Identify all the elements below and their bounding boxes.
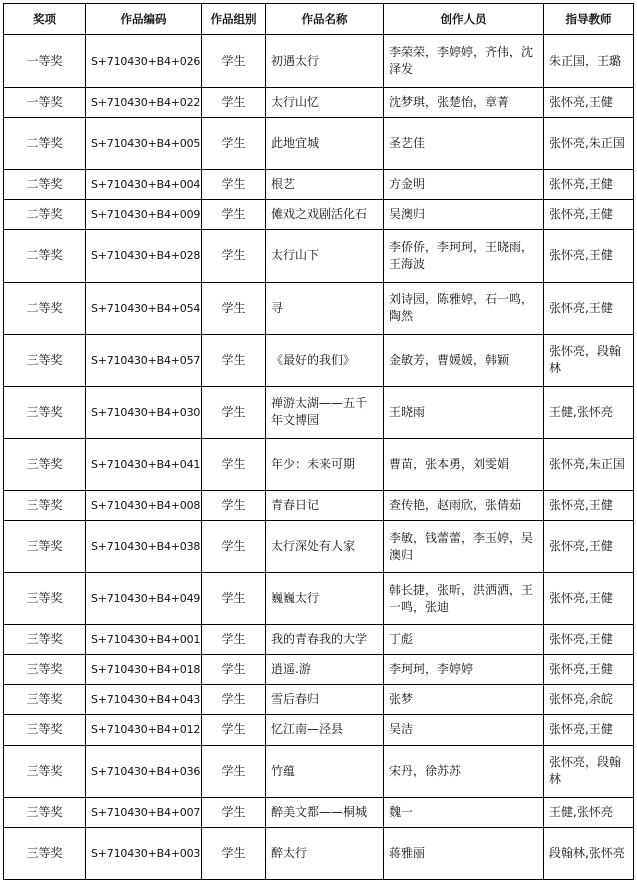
award-cell: 三等奖 [4, 438, 86, 490]
group-cell: 学生 [202, 797, 266, 827]
creators-cell: 韩长捷，张昕，洪洒洒，王一鸣，张迪 [384, 573, 544, 625]
code-cell: S+710430+B4+022 [86, 88, 202, 118]
code-cell: S+710430+B4+007 [86, 797, 202, 827]
advisors-cell: 朱正国，王璐 [544, 35, 634, 88]
title-cell: 逍遥.游 [266, 655, 384, 685]
header-row [4, 4, 634, 35]
code-cell: S+710430+B4+028 [86, 230, 202, 282]
table-row [4, 35, 634, 88]
advisors-cell: 张怀亮,王健 [544, 573, 634, 625]
title-cell: 根艺 [266, 170, 384, 200]
code-cell: S+710430+B4+057 [86, 334, 202, 386]
advisors-cell: 王健,张怀亮 [544, 386, 634, 438]
table-row [4, 655, 634, 685]
header-advisors: 指导教师 [544, 4, 634, 35]
table-row [4, 490, 634, 520]
title-cell: 《最好的我们》 [266, 334, 384, 386]
award-cell: 三等奖 [4, 490, 86, 520]
creators-cell: 蒋雅丽 [384, 827, 544, 879]
code-cell: S+710430+B4+005 [86, 118, 202, 170]
table-row [4, 230, 634, 282]
table-body [4, 35, 634, 880]
award-cell: 三等奖 [4, 521, 86, 573]
advisors-cell: 张怀亮,王健 [544, 200, 634, 230]
title-cell: 竹蕴 [266, 745, 384, 797]
code-cell: S+710430+B4+038 [86, 521, 202, 573]
award-cell: 三等奖 [4, 655, 86, 685]
table-row [4, 745, 634, 797]
award-cell: 三等奖 [4, 745, 86, 797]
title-cell: 巍巍太行 [266, 573, 384, 625]
header-group: 作品组别 [202, 4, 266, 35]
award-cell: 三等奖 [4, 334, 86, 386]
creators-cell: 吴洁 [384, 715, 544, 745]
code-cell: S+710430+B4+054 [86, 282, 202, 334]
creators-cell: 李荣荣，李婷婷，齐伟，沈泽发 [384, 35, 544, 88]
code-cell: S+710430+B4+026 [86, 35, 202, 88]
advisors-cell: 张怀亮,王健 [544, 88, 634, 118]
creators-cell: 宋丹，徐苏苏 [384, 745, 544, 797]
group-cell: 学生 [202, 118, 266, 170]
title-cell: 此地宜城 [266, 118, 384, 170]
code-cell: S+710430+B4+036 [86, 745, 202, 797]
award-cell: 三等奖 [4, 685, 86, 715]
table-row [4, 827, 634, 879]
creators-cell: 李侨侨，李珂珂，王晓雨，王海波 [384, 230, 544, 282]
title-cell: 初遇太行 [266, 35, 384, 88]
awards-table [3, 3, 634, 880]
header-title: 作品名称 [266, 4, 384, 35]
table-row [4, 88, 634, 118]
table-row [4, 685, 634, 715]
creators-cell: 丁彪 [384, 625, 544, 655]
creators-cell: 金敏芳，曹媛媛，韩颖 [384, 334, 544, 386]
group-cell: 学生 [202, 521, 266, 573]
code-cell: S+710430+B4+004 [86, 170, 202, 200]
code-cell: S+710430+B4+001 [86, 625, 202, 655]
title-cell: 年少：未来可期 [266, 438, 384, 490]
title-cell: 雪后春归 [266, 685, 384, 715]
group-cell: 学生 [202, 386, 266, 438]
group-cell: 学生 [202, 685, 266, 715]
advisors-cell: 张怀亮,王健 [544, 490, 634, 520]
title-cell: 醉美文都——桐城 [266, 797, 384, 827]
advisors-cell: 张怀亮,朱正国 [544, 118, 634, 170]
header-code: 作品编码 [86, 4, 202, 35]
award-cell: 一等奖 [4, 35, 86, 88]
group-cell: 学生 [202, 625, 266, 655]
table-row [4, 715, 634, 745]
group-cell: 学生 [202, 490, 266, 520]
table-row [4, 521, 634, 573]
title-cell: 醉太行 [266, 827, 384, 879]
group-cell: 学生 [202, 282, 266, 334]
code-cell: S+710430+B4+043 [86, 685, 202, 715]
group-cell: 学生 [202, 334, 266, 386]
group-cell: 学生 [202, 200, 266, 230]
creators-cell: 王晓雨 [384, 386, 544, 438]
advisors-cell: 张怀亮,王健 [544, 521, 634, 573]
table-row [4, 200, 634, 230]
creators-cell: 方金明 [384, 170, 544, 200]
advisors-cell: 张怀亮,朱正国 [544, 438, 634, 490]
award-cell: 二等奖 [4, 200, 86, 230]
title-cell: 傩戏之戏剧活化石 [266, 200, 384, 230]
award-cell: 三等奖 [4, 625, 86, 655]
header-creators: 创作人员 [384, 4, 544, 35]
group-cell: 学生 [202, 655, 266, 685]
creators-cell: 沈梦琪，张楚怡，章菁 [384, 88, 544, 118]
creators-cell: 圣艺佳 [384, 118, 544, 170]
advisors-cell: 张怀亮，段翰林 [544, 745, 634, 797]
group-cell: 学生 [202, 745, 266, 797]
title-cell: 太行深处有人家 [266, 521, 384, 573]
table-row [4, 282, 634, 334]
award-cell: 三等奖 [4, 797, 86, 827]
table-row [4, 118, 634, 170]
table-row [4, 386, 634, 438]
award-cell: 三等奖 [4, 386, 86, 438]
award-cell: 二等奖 [4, 230, 86, 282]
code-cell: S+710430+B4+018 [86, 655, 202, 685]
code-cell: S+710430+B4+041 [86, 438, 202, 490]
creators-cell: 刘诗园，陈雅婷，石一鸣，陶然 [384, 282, 544, 334]
table-row [4, 797, 634, 827]
award-cell: 一等奖 [4, 88, 86, 118]
advisors-cell: 张怀亮,王健 [544, 282, 634, 334]
advisors-cell: 张怀亮,王健 [544, 230, 634, 282]
title-cell: 青春日记 [266, 490, 384, 520]
title-cell: 我的青春我的大学 [266, 625, 384, 655]
award-cell: 二等奖 [4, 282, 86, 334]
award-cell: 二等奖 [4, 118, 86, 170]
group-cell: 学生 [202, 715, 266, 745]
code-cell: S+710430+B4+049 [86, 573, 202, 625]
table-row [4, 438, 634, 490]
creators-cell: 张梦 [384, 685, 544, 715]
table-row [4, 625, 634, 655]
title-cell: 寻 [266, 282, 384, 334]
creators-cell: 魏一 [384, 797, 544, 827]
group-cell: 学生 [202, 230, 266, 282]
group-cell: 学生 [202, 827, 266, 879]
creators-cell: 曹苗，张本勇，刘雯娟 [384, 438, 544, 490]
award-cell: 三等奖 [4, 827, 86, 879]
advisors-cell: 王健,张怀亮 [544, 797, 634, 827]
advisors-cell: 张怀亮,王健 [544, 655, 634, 685]
code-cell: S+710430+B4+009 [86, 200, 202, 230]
group-cell: 学生 [202, 170, 266, 200]
advisors-cell: 张怀亮,王健 [544, 625, 634, 655]
title-cell: 太行山忆 [266, 88, 384, 118]
advisors-cell: 张怀亮，段翰林 [544, 334, 634, 386]
title-cell: 太行山下 [266, 230, 384, 282]
group-cell: 学生 [202, 438, 266, 490]
title-cell: 禅游太湖——五千年文博园 [266, 386, 384, 438]
advisors-cell: 张怀亮,余皖 [544, 685, 634, 715]
award-cell: 二等奖 [4, 170, 86, 200]
header-award: 奖项 [4, 4, 86, 35]
code-cell: S+710430+B4+030 [86, 386, 202, 438]
advisors-cell: 张怀亮,王健 [544, 170, 634, 200]
creators-cell: 查传艳，赵雨欣，张倩茹 [384, 490, 544, 520]
code-cell: S+710430+B4+003 [86, 827, 202, 879]
group-cell: 学生 [202, 573, 266, 625]
table-row [4, 170, 634, 200]
code-cell: S+710430+B4+012 [86, 715, 202, 745]
advisors-cell: 段翰林,张怀亮 [544, 827, 634, 879]
creators-cell: 李敏，钱蕾蕾，李玉婷，吴澳归 [384, 521, 544, 573]
creators-cell: 吴澳归 [384, 200, 544, 230]
code-cell: S+710430+B4+008 [86, 490, 202, 520]
group-cell: 学生 [202, 35, 266, 88]
group-cell: 学生 [202, 88, 266, 118]
title-cell: 忆江南—泾县 [266, 715, 384, 745]
table-row [4, 334, 634, 386]
table-row [4, 573, 634, 625]
award-cell: 三等奖 [4, 715, 86, 745]
creators-cell: 李珂珂，李婷婷 [384, 655, 544, 685]
award-cell: 三等奖 [4, 573, 86, 625]
advisors-cell: 张怀亮,王健 [544, 715, 634, 745]
